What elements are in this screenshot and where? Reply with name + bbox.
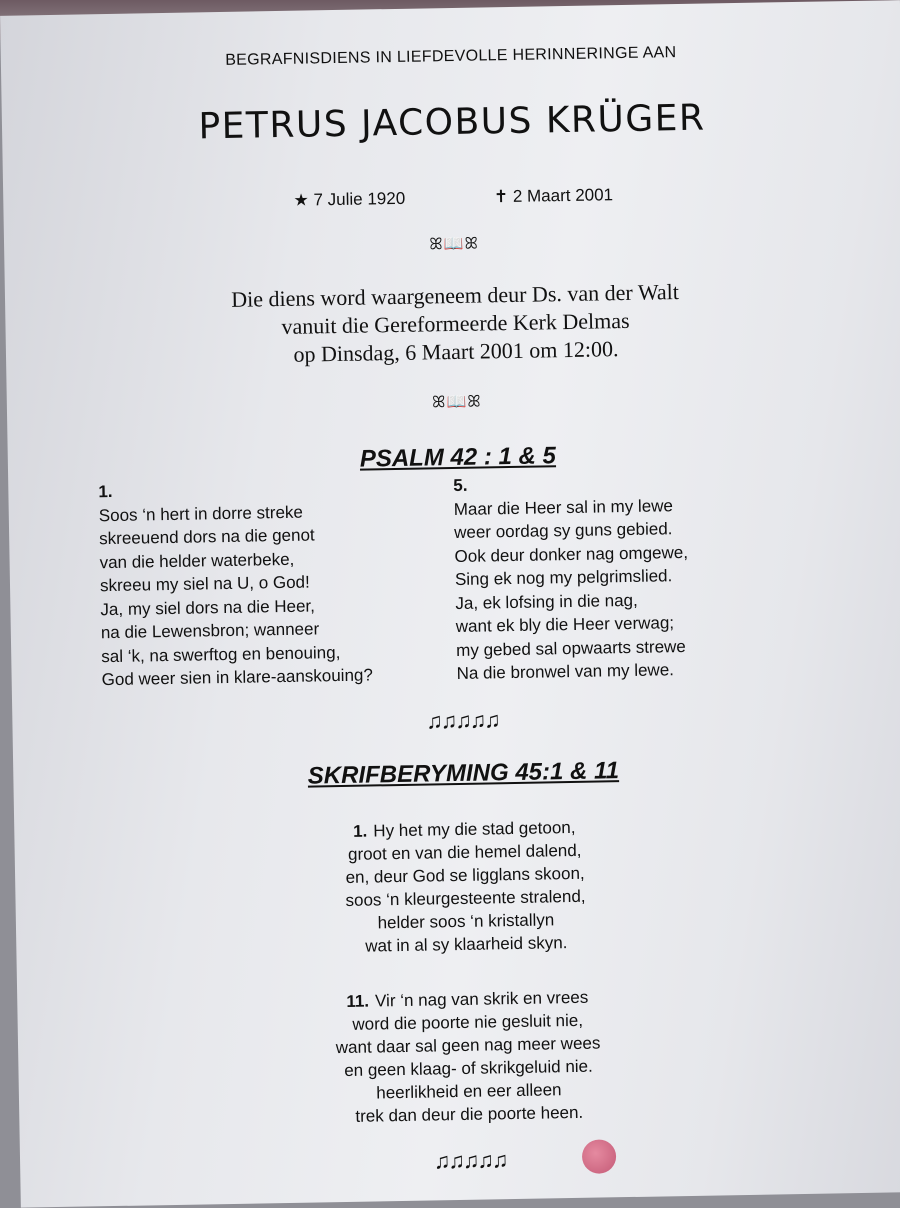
service-line-datetime: op Dinsdag, 6 Maart 2001 om 12:00. — [293, 336, 619, 367]
music-notes-icon: ♫♫♫♫♫ — [433, 1147, 507, 1174]
deceased-name: PETRUS JACOBUS KRÜGER — [198, 97, 706, 148]
bible-ornament-icon: ꕤ📖ꕤ — [431, 393, 482, 412]
verse-line: want daar sal geen nag meer wees — [335, 1033, 601, 1058]
psalm-title: PSALM 42 : 1 & 5 — [359, 442, 557, 473]
skrif-verse-1 — [14, 810, 900, 964]
verse-line: Soos ‘n hert in dorre streke — [98, 502, 304, 525]
verse-line: groot en van die hemel dalend, — [347, 840, 582, 864]
death-date: ✝ 2 Maart 2001 — [493, 185, 614, 207]
verse-line: wat in al sy klaarheid skyn. — [365, 933, 568, 956]
verse-line: weer oordag sy guns gebied. — [453, 519, 673, 543]
verse-line: Ja, ek lofsing in die nag, — [455, 590, 638, 613]
verse-number: 1. — [352, 821, 368, 841]
service-line-church: vanuit die Gereformeerde Kerk Delmas — [281, 307, 630, 339]
verse-line: Hy het my die stad getoon, — [373, 817, 576, 841]
life-dates — [3, 180, 900, 216]
verse-line: Ja, my siel dors na die Heer, — [100, 595, 316, 619]
psalm-verse-5 — [453, 470, 690, 686]
skrifberyming-title: SKRIFBERYMING 45:1 & 11 — [307, 757, 620, 790]
verse-line: soos ‘n kleurgesteente stralend, — [345, 886, 586, 910]
verse-line: sal ‘k, na swerftog en benouing, — [101, 642, 341, 666]
verse-line: skreeuend dors na die genot — [99, 525, 315, 549]
verse-line: trek dan deur die poorte heen. — [355, 1102, 584, 1126]
verse-line: van die helder waterbeke, — [99, 549, 295, 572]
verse-line: skreeu my siel na U, o God! — [99, 572, 310, 596]
verse-number: 5. — [453, 475, 468, 496]
music-notes-icon: ♫♫♫♫♫ — [425, 707, 499, 734]
verse-line: want ek bly die Heer verwag; — [455, 613, 675, 636]
verse-line: helder soos ‘n kristallyn — [377, 910, 555, 933]
service-details — [5, 274, 900, 374]
verse-number: 1. — [98, 481, 113, 502]
verse-line: God weer sien in klare-aanskouing? — [101, 665, 374, 690]
verse-line: heerlikheid en eer alleen — [376, 1080, 562, 1103]
verse-line: en, deur God se ligglans skoon, — [345, 863, 585, 887]
birth-date: ★ 7 Julie 1920 — [293, 188, 406, 210]
verse-line: na die Lewensbron; wanneer — [100, 619, 320, 643]
verse-line: Vir ‘n nag van skrik en vrees — [374, 987, 589, 1011]
verse-line: Ook deur donker nag omgewe, — [454, 542, 689, 566]
skrif-verse-11 — [17, 980, 900, 1134]
header-intro: BEGRAFNISDIENS IN LIEFDEVOLLE HERINNERINGE AAN — [225, 44, 677, 69]
bible-ornament-icon: ꕤ📖ꕤ — [429, 235, 480, 254]
service-line-officiant: Die diens word waargeneem deur Ds. van der Walt — [230, 279, 680, 312]
psalm-verse-1 — [98, 475, 373, 691]
verse-line: Maar die Heer sal in my lewe — [453, 495, 674, 519]
verse-line: word die poorte nie gesluit nie, — [352, 1010, 584, 1034]
verse-line: en geen klaag- of skrikgeluid nie. — [344, 1056, 593, 1081]
verse-line: Na die bronwel van my lewe. — [456, 660, 675, 683]
verse-line: Sing ek nog my pelgrimslied. — [454, 566, 673, 589]
verse-line: my gebed sal opwaarts strewe — [456, 636, 686, 660]
verse-number: 11. — [346, 991, 370, 1011]
